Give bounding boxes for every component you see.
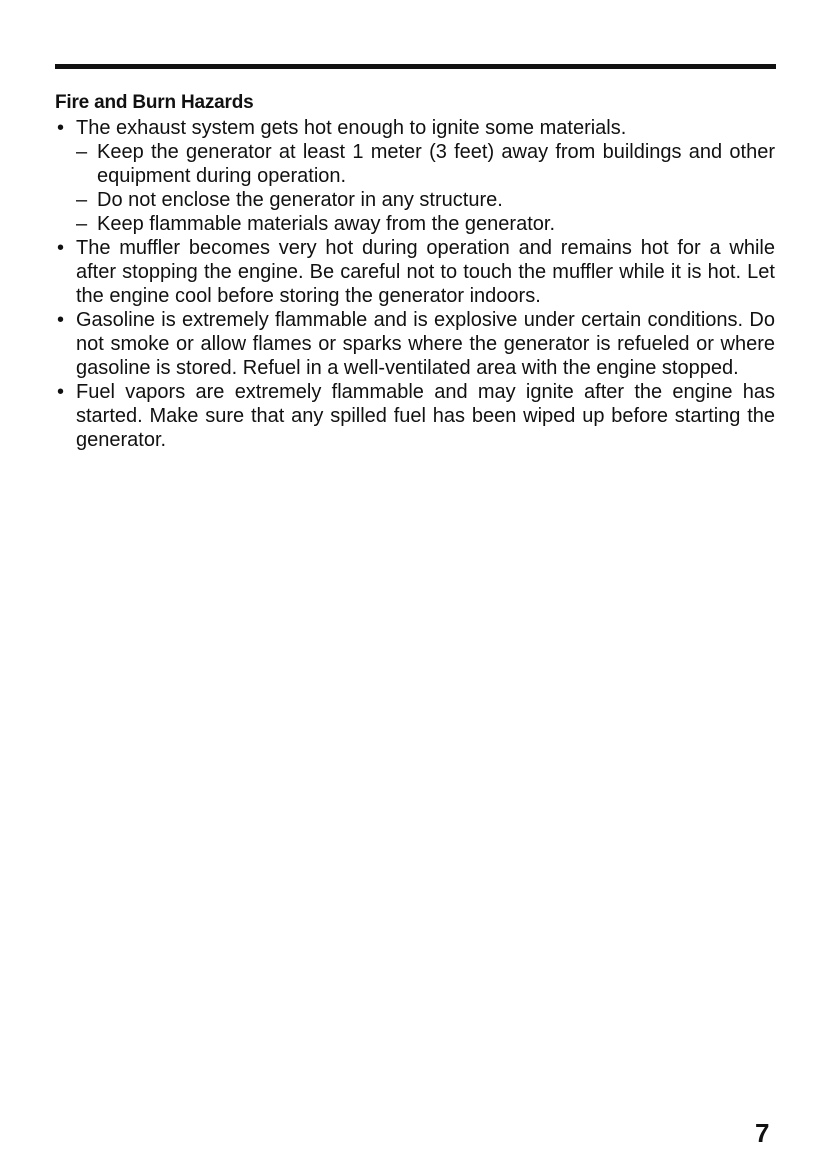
bullet-item-gasoline [55,308,775,380]
bullet-icon: • [57,309,65,331]
top-rule [55,64,776,69]
bullet-item-muffler [55,236,775,308]
bullet-item-fuel-vapors [55,380,775,452]
bullet-text: The exhaust system gets hot enough to ignite some materials. [76,117,627,139]
bullet-item-exhaust [55,116,775,236]
dash-icon: – [76,189,88,211]
sub-item-text: Keep flammable materials away from the generator. [97,213,555,235]
sub-item [76,140,775,188]
dash-icon: – [76,213,88,235]
sub-item-text: Do not enclose the generator in any structure. [97,189,503,211]
sub-list [76,140,775,236]
dash-icon: – [76,141,88,163]
bullet-text: Gasoline is extremely flammable and is explosive under certain conditions. Do not smoke or allow flames or sparks where the generator is refueled or where gasoline is stored. Refuel in a well-ventilated area with the engine stopped. [76,309,775,379]
sub-item [76,188,775,212]
bullet-text: The muffler becomes very hot during operation and remains hot for a while after stopping the engine. Be careful not to touch the muffler while it is hot. Let the engine cool before storing the generator indoors. [76,237,775,307]
bullet-icon: • [57,381,65,403]
hazard-section [55,91,775,452]
bullet-text: Fuel vapors are extremely flammable and may ignite after the engine has started. Make sure that any spilled fuel has been wiped up before starting the generator. [76,381,775,451]
sub-item-text: Keep the generator at least 1 meter (3 feet) away from buildings and other equipment during operation. [97,141,775,187]
sub-item [76,212,775,236]
section-heading: Fire and Burn Hazards [55,92,254,113]
bullet-icon: • [57,237,65,259]
bullet-icon: • [57,117,65,139]
page-number: 7 [755,1118,770,1148]
